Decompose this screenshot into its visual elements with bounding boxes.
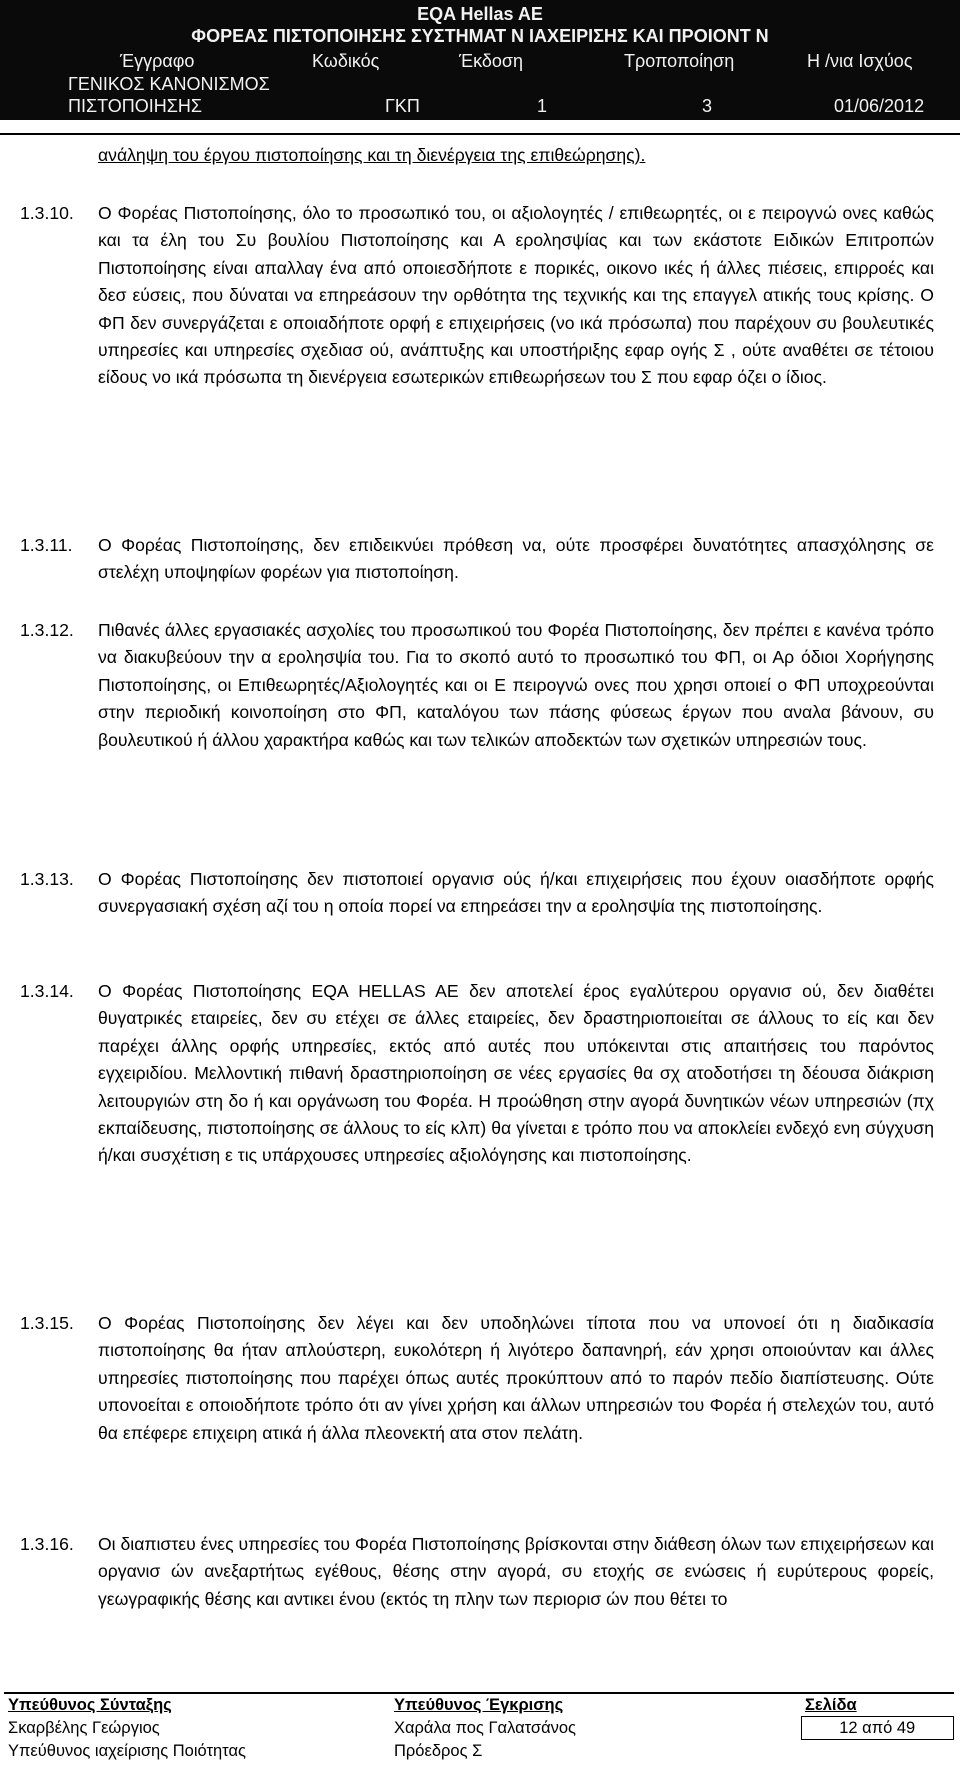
section-number: 1.3.10. [20, 203, 74, 223]
section-text: Ο Φορέας Πιστοποίησης, δεν επιδεικνύει πρόθεση να, ούτε προσφέρει δυνατότητες απασχόλησης σε στελέχη υποψηφίων φορέων για πιστοποίηση. [98, 535, 934, 583]
footer-approver-role: Πρόεδρος Σ [394, 1741, 483, 1760]
header-revision-value: 3 [702, 96, 713, 116]
footer-composer-role: Υπεύθυνος ιαχείρισης Ποιότητας [8, 1741, 246, 1760]
section-text: Οι διαπιστευ ένες υπηρεσίες του Φορέα Πιστοποίησης βρίσκονται στην διάθεση όλων των επιχειρήσεων και οργανισ ών ανεξαρτήτως εγέθους, θέσης στην αγορά, συ ετοχής σε ενώσεις ή ευρύτερους φορείς, γεωγραφικής θέσης και αντικει ένου (εκτός τη πλην των περιορισ ών που θέτει το [98, 1534, 934, 1609]
header-system: ΦΟΡΕΑΣ ΠΙΣΤΟΠΟΙΗΣΗΣ ΣΥΣΤΗΜΑΤ Ν ΙΑΧΕΙΡΙΣΗΣ ΚΑΙ ΠΡΟΙΟΝΤ Ν [191, 26, 769, 46]
section-number: 1.3.12. [20, 620, 74, 640]
header-label-edition: Έκδοση [459, 51, 524, 71]
header-label-revision: Τροποποίηση [624, 51, 735, 71]
section-number: 1.3.11. [20, 535, 73, 555]
header-date-value: 01/06/2012 [834, 96, 925, 116]
footer-approver-name: Χαράλα πος Γαλατσάνος [394, 1719, 577, 1737]
section-number: 1.3.13. [20, 869, 74, 889]
header-org: EQA Hellas AE [417, 4, 543, 24]
footer-composed-label: Υπεύθυνος Σύνταξης [4, 1693, 390, 1717]
section-text: Ο Φορέας Πιστοποίησης δεν πιστοποιεί οργανισ ούς ή/και επιχειρήσεις που έχουν οιασδήποτε ορφής συνεργασιακή σχέση αζί του η οποία πορεί να επηρεάσει την α ερολησψία της πιστοποίησης. [98, 869, 934, 917]
section-text: Ο Φορέας Πιστοποίησης EQA HELLAS AE δεν αποτελεί έρος εγαλύτερου οργανισ ού, δεν διαθέτει θυγατρικές εταιρείες, δεν συ ετέχει σε άλλες εταιρείες, δεν δραστηριοποιείται σε άλλους το είς και δεν παρέχει άλλης ορφής υπηρεσίες, εκτός από αυτές που υπόκεινται στις απαιτήσεις του παρόντος εγχειριδίου. Μελλοντική πιθανή δραστηριοποίηση σε νέες εργασίες θα σχ ατοδοτήσει τη δέουσα διάκριση λειτουργιών στη δο ή και οργάνωση του Φορέα. Η προώθηση στην αγορά δυνητικών νέων υπηρεσιών (πχ εκπαίδευσης, πιστοποίησης σε άλλους το είς κλπ) θα γίνεται ε τρόπο που να αποκλείει ενδεχό ενη σύγχυση ή/και συσχέτιση ε τις υπάρχουσες υπηρεσίες αξιολόγησης και πιστοποίησης. [98, 981, 934, 1166]
section-number: 1.3.16. [20, 1534, 74, 1554]
footer-page-number: 12 από 49 [801, 1717, 954, 1740]
header-label-date: Η /νια Ισχύος [807, 51, 913, 71]
section-number: 1.3.14. [20, 981, 74, 1001]
intro-paragraph: ανάληψη του έργου πιστοποίησης και τη διενέργεια της επιθεώρησης). [98, 145, 646, 165]
document-header [0, 0, 960, 120]
document-footer [4, 1692, 954, 1762]
header-label-document: Έγγραφο [120, 51, 195, 71]
header-doc-title-line2: ΠΙΣΤΟΠΟΙΗΣΗΣ [68, 96, 203, 116]
section-text: Πιθανές άλλες εργασιακές ασχολίες του προσωπικού του Φορέα Πιστοποίησης, δεν πρέπει ε κανένα τρόπο να διακυβεύουν την α ερολησψία του. Για το σκοπό αυτό το προσωπικό του ΦΠ, οι Αρ όδιοι Χορήγησης Πιστοποίησης, οι Επιθεωρητές/Αξιολογητές και οι Ε πειρογνώ ονες που χρησι οποιεί ο ΦΠ υποχρεούνται στην περιοδική κοινοποίηση στο ΦΠ, καταλόγου των πάσης φύσεως έργων που αναλα βάνουν, συ βουλευτικού ή άλλου χαρακτήρα καθώς και των τελικών αποδεκτών των σχετικών υπηρεσιών τους. [98, 620, 934, 750]
header-edition-value: 1 [537, 96, 548, 116]
section-text: Ο Φορέας Πιστοποίησης δεν λέγει και δεν υποδηλώνει τίποτα που να υπονοεί ότι η διαδικασία πιστοποίησης θα ήταν απλούστερη, ευκολότερη ή λιγότερο δαπανηρή, εάν χρησι οποιούνταν και άλλες υπηρεσίες πιστοποίησης που παρέχει όπως αυτές προκύπτουν από το παρόν πεδίο διαπίστευσης. Ούτε υπονοείται ε οποιοδήποτε τρόπο ότι αν γίνει χρήση και άλλων υπηρεσιών του Φορέα ή στελεχών του, αυτό θα επέφερε επιχειρη ατικά ή άλλα πλεονεκτή ατα στον πελάτη. [98, 1313, 934, 1443]
section-text: Ο Φορέας Πιστοποίησης, όλο το προσωπικό του, οι αξιολογητές / επιθεωρητές, οι ε πειρογνώ ονες καθώς και τα έλη του Συ βουλίου Πιστοποίησης και Α ερολησψίας και των εκάστοτε Ειδικών Επιτροπών Πιστοποίησης είναι απαλλαγ ένα από οποιεσδήποτε ε πορικές, οικονο ικές ή άλλες πιέσεις, επιρροές και δεσ εύσεις, που δύναται να επηρεάσουν την ορθότητα της τεχνικής και της επαγγελ ατικής τους κρίσης. Ο ΦΠ δεν συνεργάζεται ε οποιαδήποτε ορφή ε επιχειρήσεις (νο ικά πρόσωπα) που παρέχουν συ βουλευτικές υπηρεσίες και υπηρεσίες σχεδιασ ού, ανάπτυξης και υποστήριξης εφαρ ογής Σ , ούτε αναθέτει σε τέτοιου είδους νο ικά πρόσωπα τη διενέργεια εσωτερικών επιθεωρήσεων του Σ που εφαρ όζει ο ίδιος. [98, 203, 934, 388]
header-divider [0, 133, 960, 135]
section-number: 1.3.15. [20, 1313, 74, 1333]
header-label-code: Κωδικός [312, 51, 380, 71]
footer-composer-name: Σκαρβέλης Γεώργιος [8, 1719, 160, 1737]
footer-approved-label: Υπεύθυνος Έγκρισης [390, 1693, 801, 1717]
header-code-value: ΓΚΠ [385, 96, 420, 116]
header-doc-title-line1: ΓΕΝΙΚΟΣ ΚΑΝΟΝΙΣΜΟΣ [68, 74, 270, 94]
footer-page-label: Σελίδα [801, 1693, 954, 1717]
